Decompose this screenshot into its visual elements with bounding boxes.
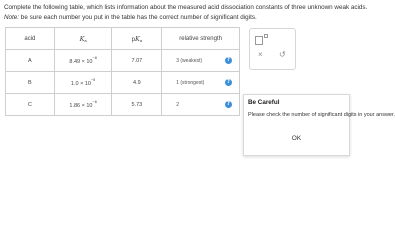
pka-value-cell[interactable]: 7.07 <box>112 50 162 72</box>
instruction-text: Complete the following table, which lists information about the measured acid dissociation constants of three unknown weak acids. <box>4 4 368 11</box>
note-label: Note: <box>4 14 20 21</box>
ka-symbol: K <box>79 34 85 43</box>
instruction-note <box>4 13 257 22</box>
acid-name-cell: B <box>6 72 55 94</box>
ka-exponent: −6 <box>92 100 97 104</box>
acid-name-cell: C <box>6 94 55 116</box>
table-row <box>6 50 240 72</box>
ok-button[interactable]: OK <box>291 135 302 142</box>
undo-button[interactable]: ↺ <box>279 50 286 59</box>
relative-strength-cell[interactable] <box>162 50 240 72</box>
info-icon[interactable]: ? <box>225 57 232 64</box>
relative-strength-cell[interactable] <box>162 94 240 116</box>
relative-strength-value: 1 (strongest) <box>176 79 205 86</box>
clear-button[interactable]: × <box>258 50 263 59</box>
ka-value-cell[interactable] <box>54 50 112 72</box>
input-tools-panel <box>249 28 296 70</box>
header-relative-strength: relative strength <box>162 28 240 50</box>
ka-subscript: a <box>84 37 87 43</box>
acid-name-cell: A <box>6 50 55 72</box>
info-icon[interactable]: ? <box>225 101 232 108</box>
table-row <box>6 72 240 94</box>
table-header-row <box>6 28 240 50</box>
scientific-notation-button[interactable] <box>255 36 263 45</box>
table-row <box>6 94 240 116</box>
ka-exponent: −8 <box>92 56 97 60</box>
ka-mantissa: 8.49 × 10 <box>69 59 93 65</box>
info-icon[interactable]: ? <box>225 79 232 86</box>
pka-value-cell[interactable]: 5.73 <box>112 94 162 116</box>
popup-message: Please check the number of significant digits in your answer. <box>248 112 395 118</box>
note-text: be sure each number you put in the table has the correct number of significant digits. <box>19 14 257 21</box>
popup-title: Be Careful <box>248 99 280 106</box>
ka-value-cell[interactable] <box>54 94 112 116</box>
relative-strength-value: 2 <box>176 101 179 108</box>
pka-subscript: a <box>139 37 143 43</box>
ka-value-cell[interactable] <box>54 72 112 94</box>
pka-symbol: K <box>134 34 140 43</box>
ka-mantissa: 1.86 × 10 <box>69 103 93 109</box>
exponent-box-icon <box>264 34 268 38</box>
acid-table <box>5 27 240 116</box>
header-acid: acid <box>6 28 55 50</box>
pka-value-cell[interactable]: 4.9 <box>112 72 162 94</box>
ka-mantissa: 1.0 × 10 <box>70 81 91 87</box>
pka-prefix: p <box>131 36 135 43</box>
relative-strength-value: 3 (weakest) <box>176 57 203 64</box>
header-ka <box>54 28 112 50</box>
ka-exponent: −5 <box>90 78 96 82</box>
header-pka <box>112 28 162 50</box>
relative-strength-cell[interactable] <box>162 72 240 94</box>
warning-popup <box>243 94 395 156</box>
